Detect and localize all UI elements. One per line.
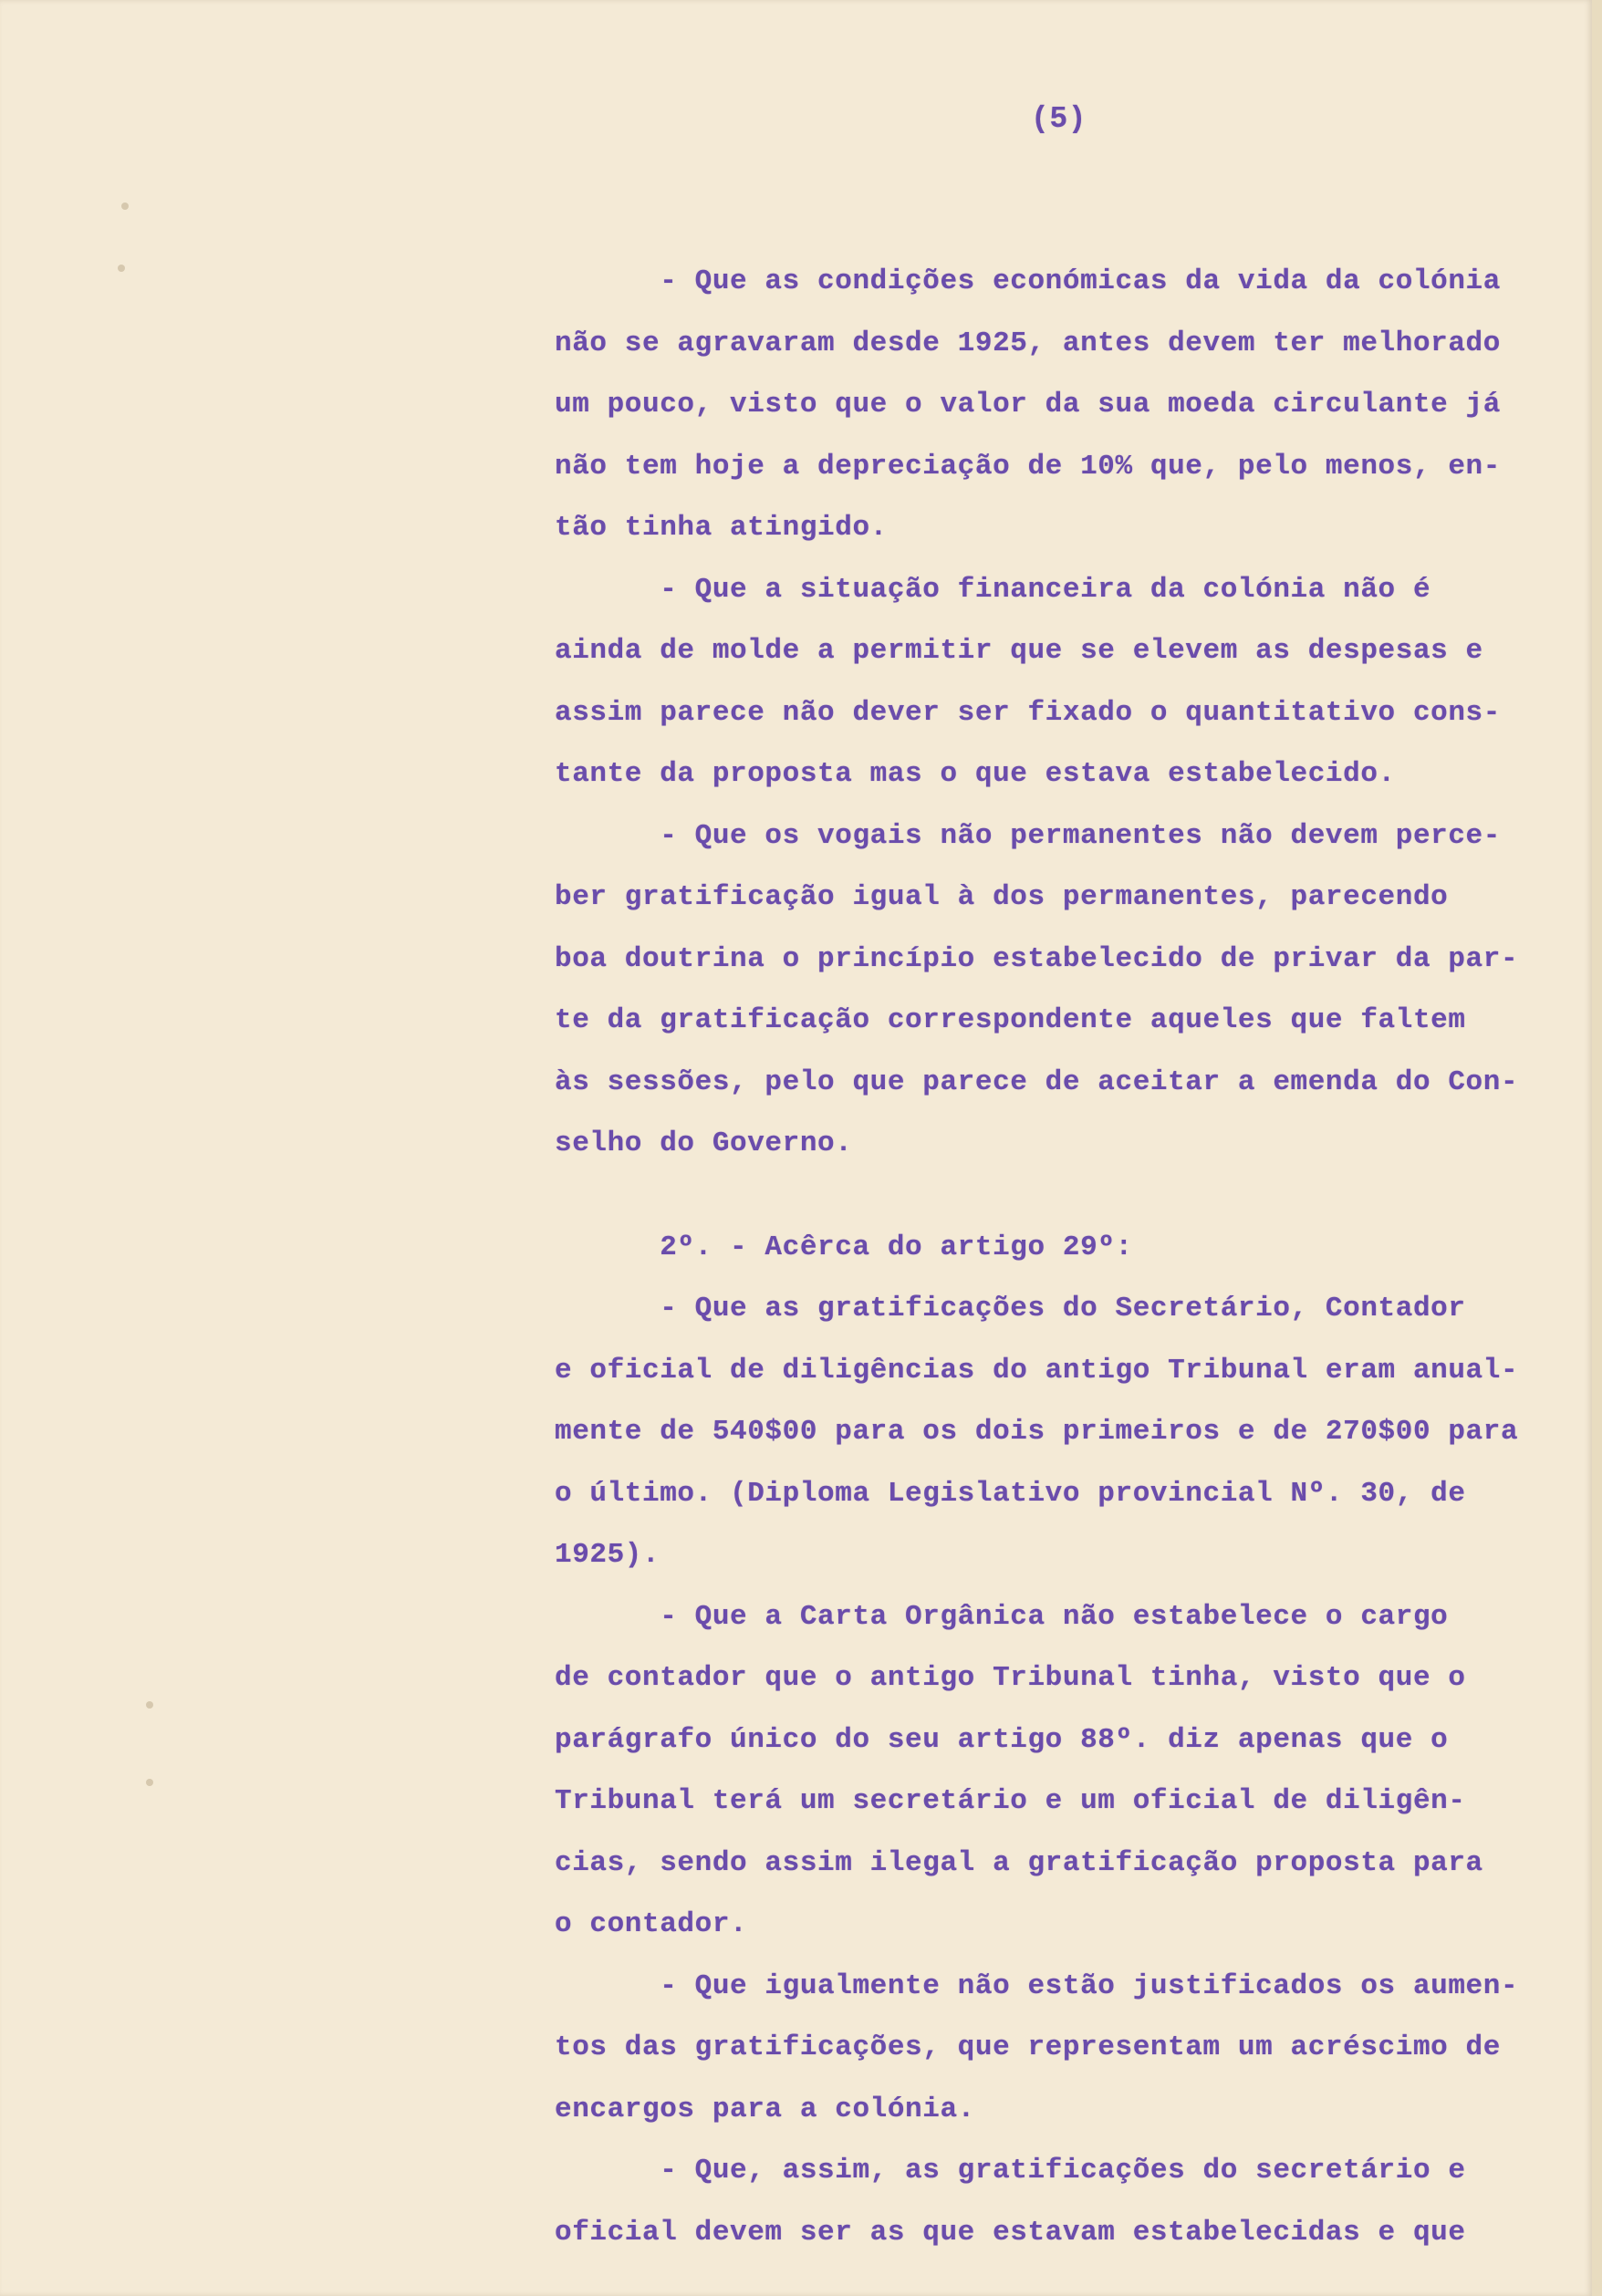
text-line: 1925). [555, 1539, 661, 1571]
paragraph [555, 559, 1549, 805]
text-line: - Que as condições económicas da vida da colónia [555, 265, 1501, 297]
punch-mark [118, 265, 125, 272]
paragraph [555, 1956, 1549, 2141]
text-line: - Que os vogais não permanentes não devem perce- [555, 819, 1501, 852]
paragraph [555, 251, 1549, 559]
text-line: - Que igualmente não estão justificados os aumen- [555, 1969, 1519, 2002]
paragraph [555, 1217, 1549, 1279]
text-line: ainda de molde a permitir que se elevem as despesas e [555, 635, 1483, 667]
text-line: não tem hoje a depreciação de 10% que, pelo menos, en- [555, 450, 1501, 483]
text-line: mente de 540$00 para os dois primeiros e de 270$00 para [555, 1416, 1519, 1448]
text-line: um pouco, visto que o valor da sua moeda circulante já [555, 389, 1501, 421]
punch-mark [121, 203, 129, 210]
paragraph [555, 1586, 1549, 1956]
text-line: às sessões, pelo que parece de aceitar a emenda do Con- [555, 1065, 1519, 1098]
text-line: ber gratificação igual à dos permanentes, parecendo [555, 881, 1449, 913]
punch-mark [146, 1779, 153, 1786]
text-line: tos das gratificações, que representam um acréscimo de [555, 2031, 1501, 2063]
text-line: assim parece não dever ser fixado o quantitativo cons- [555, 696, 1501, 729]
text-line: te da gratificação correspondente aqueles que faltem [555, 1004, 1466, 1036]
text-line: encargos para a colónia. [555, 2093, 975, 2125]
text-line: - Que a Carta Orgânica não estabelece o cargo [555, 1600, 1449, 1633]
text-line: - Que as gratificações do Secretário, Contador [555, 1293, 1466, 1325]
section-gap [555, 1175, 1549, 1217]
paragraph [555, 805, 1549, 1175]
text-line: e oficial de diligências do antigo Tribunal eram anual- [555, 1354, 1519, 1387]
text-line: o contador. [555, 1908, 748, 1940]
text-line: oficial devem ser as que estavam estabelecidas e que [555, 2216, 1466, 2249]
text-line: tão tinha atingido. [555, 512, 888, 544]
text-line: parágrafo único do seu artigo 88º. diz apenas que o [555, 1723, 1449, 1756]
text-line: de contador que o antigo Tribunal tinha, visto que o [555, 1662, 1466, 1694]
text-line: - Que, assim, as gratificações do secretário e [555, 2155, 1466, 2187]
text-line: tante da proposta mas o que estava estabelecido. [555, 758, 1396, 790]
paper-edge [1592, 0, 1602, 2296]
text-line: não se agravaram desde 1925, antes devem ter melhorado [555, 327, 1501, 359]
text-line: Tribunal terá um secretário e um oficial de diligên- [555, 1785, 1466, 1817]
text-line: selho do Governo. [555, 1127, 853, 1159]
text-line: 2º. - Acêrca do artigo 29º: [555, 1231, 1133, 1263]
paragraph [555, 2140, 1549, 2263]
page-number: (5) [1031, 102, 1087, 136]
text-line: boa doutrina o princípio estabelecido de privar da par- [555, 942, 1519, 975]
paragraph [555, 1278, 1549, 1586]
punch-mark [146, 1701, 153, 1709]
text-line: o último. (Diploma Legislativo provincial Nº. 30, de [555, 1477, 1466, 1510]
text-line: - Que a situação financeira da colónia não é [555, 573, 1431, 606]
typewritten-body [555, 251, 1549, 2263]
text-line: cias, sendo assim ilegal a gratificação proposta para [555, 1846, 1483, 1879]
